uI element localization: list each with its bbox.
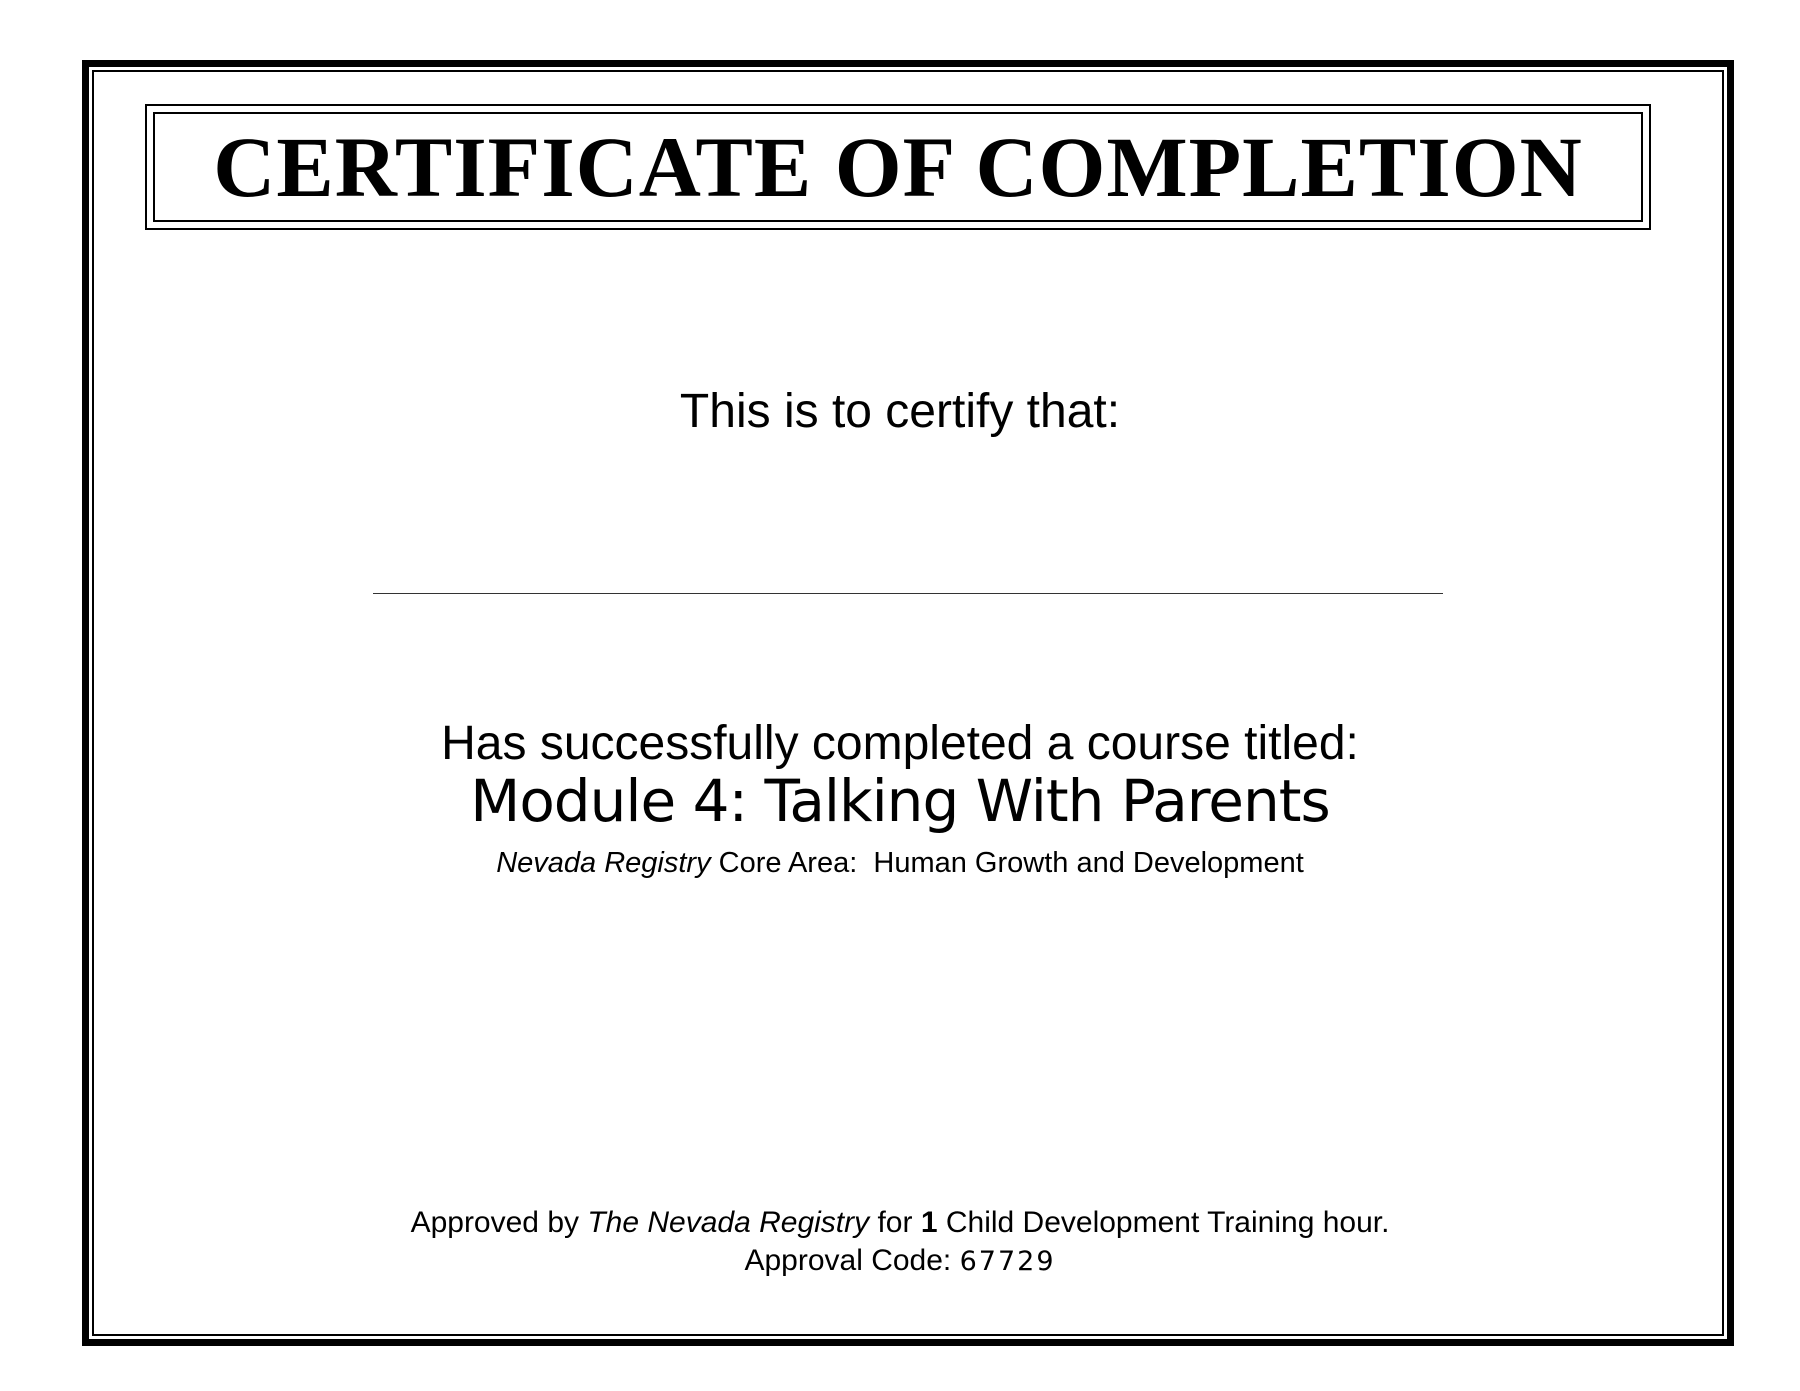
title-frame (145, 104, 1651, 230)
approval-statement (0, 1205, 1800, 1241)
completion-statement: Has successfully completed a course titled: (441, 717, 1359, 770)
approval-hours: 1 (920, 1206, 938, 1239)
certify-statement: This is to certify that: (679, 385, 1121, 438)
course-title: Module 4: Talking With Parents (470, 767, 1330, 835)
approval-code-value: 67729 (959, 1246, 1056, 1277)
core-area-line (0, 846, 1800, 881)
title-frame-inner (153, 112, 1643, 222)
core-area-value: Human Growth and Development (873, 847, 1304, 879)
approval-prefix: Approved by (410, 1206, 588, 1239)
approval-code-line (0, 1243, 1800, 1279)
approval-registry-name: The Nevada Registry (587, 1206, 870, 1239)
certificate-title: CERTIFICATE OF COMPLETION (213, 119, 1583, 215)
approval-suffix: Child Development Training hour. (937, 1206, 1390, 1239)
approval-code-label: Approval Code: (744, 1244, 960, 1277)
recipient-name-line (373, 593, 1443, 594)
approval-for-text: for (869, 1206, 921, 1239)
core-area-label: Core Area: (710, 847, 874, 879)
core-area-registry-name: Nevada Registry (496, 847, 711, 879)
certificate-inner-border (92, 70, 1724, 1336)
